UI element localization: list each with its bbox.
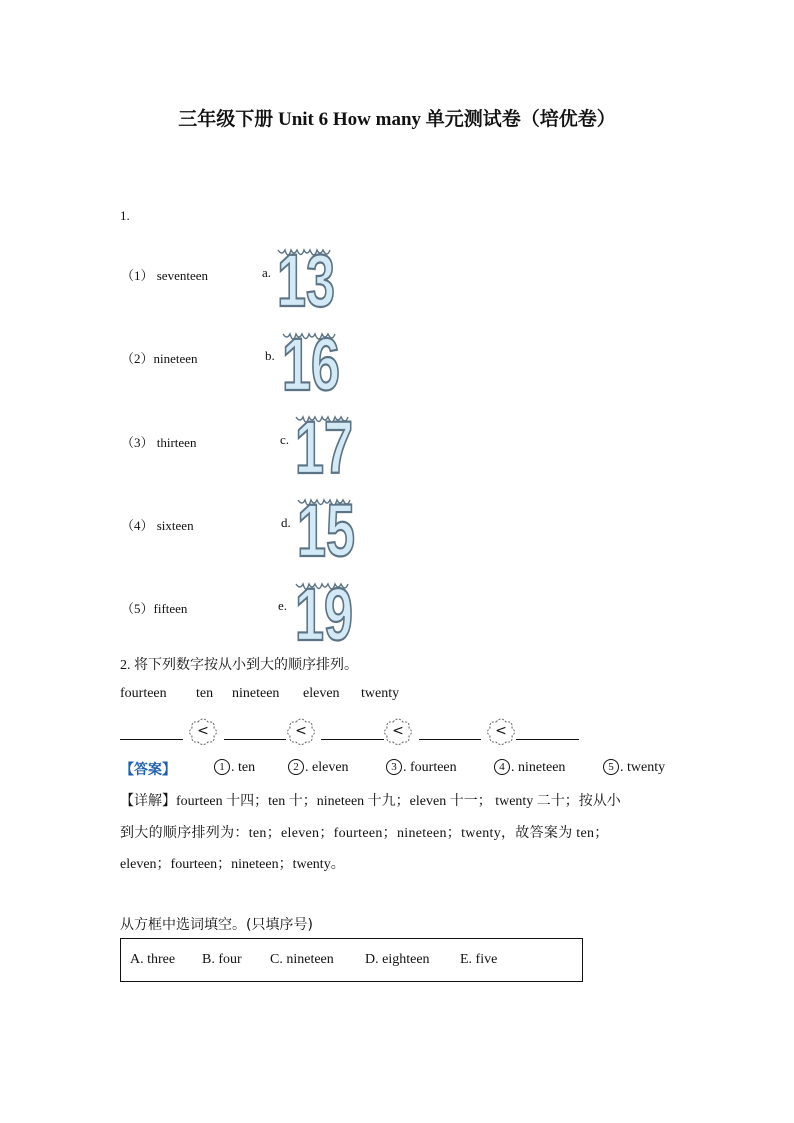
q2-word-1: fourteen — [120, 686, 167, 701]
circled-number: 5 — [603, 759, 619, 775]
detail-line-1 — [120, 790, 621, 810]
q1-item-4: （4） sixteen — [121, 518, 194, 533]
answer-text: . twenty — [620, 760, 666, 775]
less-than-symbol: < — [495, 723, 507, 739]
page-title: 三年级下册 Unit 6 How many 单元测试卷（培优卷） — [178, 109, 616, 130]
answer-text: . fourteen — [403, 760, 457, 775]
word-bank-box — [120, 938, 583, 982]
question-3-prompt: 从方框中选词填空。(只填序号) — [120, 917, 313, 933]
ice-number-image-a — [274, 239, 338, 322]
detail-line-3: eleven；fourteen；nineteen；twenty。 — [120, 857, 345, 872]
answer-label: 【答案】 — [120, 763, 176, 778]
ice-digits-b: 16 — [282, 323, 340, 406]
word-option-e: E. five — [460, 952, 498, 967]
answer-item-2 — [288, 759, 349, 776]
less-than-cloud-icon — [189, 716, 217, 744]
answer-item-4 — [494, 759, 565, 776]
question-2-prompt: 2. 将下列数字按从小到大的顺序排列。 — [120, 658, 358, 673]
q1-item-5: （5）fifteen — [121, 601, 188, 616]
q2-word-4: eleven — [303, 686, 340, 701]
less-than-cloud-icon — [487, 716, 515, 744]
ice-digits-a: 13 — [277, 239, 335, 322]
q1-option-b-letter: b. — [265, 348, 275, 363]
answer-blank-4[interactable] — [419, 739, 481, 740]
q1-item-3: （3） thirteen — [121, 435, 197, 450]
ice-number-image-e — [292, 573, 356, 656]
q1-option-c-letter: c. — [280, 432, 290, 447]
q2-word-3: nineteen — [232, 686, 280, 701]
ice-number-image-b — [279, 323, 343, 406]
q2-word-5: twenty — [361, 686, 400, 701]
ice-digits-e: 19 — [295, 573, 353, 656]
detail-label: 【详解】 — [120, 794, 176, 809]
answer-item-5 — [603, 759, 665, 776]
less-than-symbol: < — [392, 723, 404, 739]
circled-number: 3 — [386, 759, 402, 775]
answer-text: . eleven — [305, 760, 349, 775]
ice-digits-d: 15 — [297, 489, 355, 572]
word-option-d: D. eighteen — [365, 952, 430, 967]
circled-number: 4 — [494, 759, 510, 775]
q1-option-a-letter: a. — [262, 265, 272, 280]
q1-item-1: （1） seventeen — [121, 268, 209, 283]
answer-text: . nineteen — [511, 760, 566, 775]
answer-blank-3[interactable] — [321, 739, 384, 740]
answer-item-3 — [386, 759, 457, 776]
answer-blank-2[interactable] — [224, 739, 286, 740]
detail-text-1: fourteen 十四；ten 十；nineteen 十九；eleven 十一； twenty 二十；按从小 — [176, 794, 621, 809]
q1-item-2: （2）nineteen — [121, 351, 198, 366]
detail-line-2: 到大的顺序排列为：ten；eleven；fourteen；nineteen；twenty，故答案为 ten； — [120, 826, 609, 841]
word-option-b: B. four — [202, 952, 242, 967]
less-than-cloud-icon — [287, 716, 315, 744]
ice-number-image-c — [292, 406, 356, 489]
answer-item-1 — [214, 759, 255, 776]
less-than-cloud-icon — [384, 716, 412, 744]
word-option-c: C. nineteen — [270, 952, 334, 967]
ice-digits-c: 17 — [295, 406, 353, 489]
answer-blank-5[interactable] — [516, 739, 579, 740]
less-than-symbol: < — [197, 723, 209, 739]
less-than-symbol: < — [295, 723, 307, 739]
answer-text: . ten — [231, 760, 256, 775]
word-option-a: A. three — [130, 952, 176, 967]
q1-option-d-letter: d. — [281, 515, 291, 530]
question-1-number: 1. — [120, 208, 130, 223]
ice-number-image-d — [294, 489, 358, 572]
answer-blank-1[interactable] — [120, 739, 183, 740]
q2-word-2: ten — [196, 686, 214, 701]
q1-option-e-letter: e. — [278, 598, 288, 613]
circled-number: 1 — [214, 759, 230, 775]
circled-number: 2 — [288, 759, 304, 775]
